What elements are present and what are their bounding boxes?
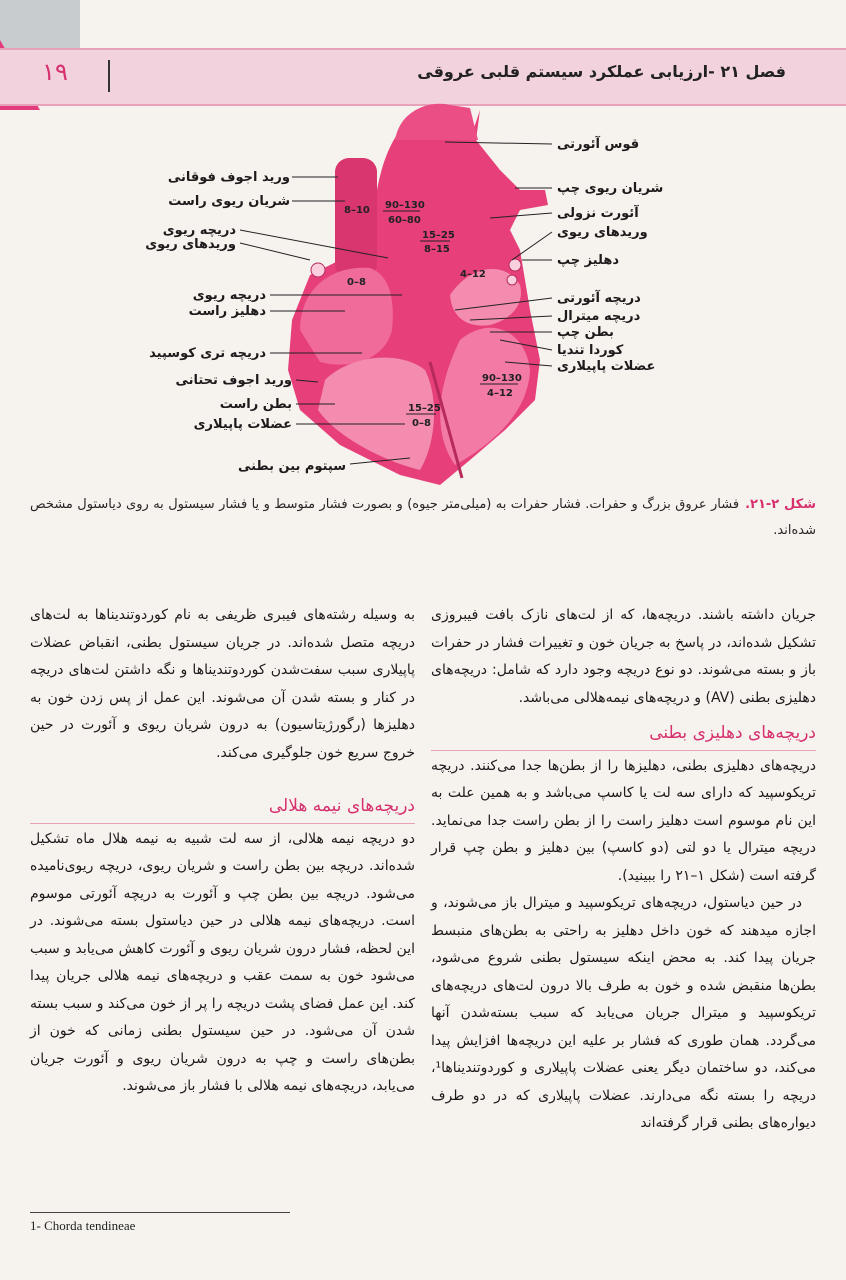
paragraph: دو دریچه نیمه هلالی، از سه لت شبیه به نیمه هلال ماه تشکیل شده‌اند. دریچه بین بطن راست و شریان ریوی، دریچه ریوی‌نامیده می‌شود. دریچه بین بطن چپ و آئورت به دریچه آئورتی موسوم است. دریچه‌های نیمه هلالی در حین دیاستول بسته می‌شوند. در این لحظه، فشار درون شریان ریوی و آئورت کاهش می‌یابد و سبب می‌شود خون به سمت عقب و دریچه‌های نیمه هلالی جریان پیدا کند. این عمل فضای پشت دریچه را پر از خون می‌کند و سبب بسته شدن آن می‌شود. در حین سیستول بطنی زمانی که خون از بطن‌های راست و چپ به درون شریان ریوی و آئورت جریان می‌یابد، دریچه‌های نیمه هلالی با فشار باز می‌شوند. [30, 830, 415, 1094]
paragraph: دریچه‌های دهلیزی بطنی، دهلیزها را از بطن‌ها جدا می‌کنند. دریچه تریکوسپید که دارای سه لت یا کاسپ می‌باشد و به همین علت به این نام موسوم است دهلیز راست را از بطن راست جدا می‌نماید. دریچه میترال یا دو لتی (دو کاسپ) بین دهلیز و بطن چپ قرار گرفته است (شکل ۱–۲۱ را ببینید). [431, 757, 816, 884]
figure-caption-text: فشار عروق بزرگ و حفرات. فشار حفرات به (میلی‌متر جیوه) و بصورت فشار متوسط و یا فشار سیستول به روی دیاستول مشخص شده‌اند. [30, 497, 816, 538]
header-divider [108, 60, 110, 92]
label-septum: سپتوم بین بطنی [237, 459, 346, 474]
section-heading-semilunar-valves: دریچه‌های نیمه هلالی [30, 793, 415, 824]
label-chordae: کوردا تندیا [557, 343, 624, 358]
pressure-rv-bottom: 0–8 [412, 418, 431, 429]
pressure-rv-top: 15–25 [408, 403, 441, 414]
heart-diagram [0, 100, 846, 490]
section-heading-av-valves: دریچه‌های دهلیزی بطنی [431, 720, 816, 751]
label-papillary-right: عضلات پاپیلاری [557, 359, 656, 374]
pressure-svc: 8–10 [344, 205, 370, 216]
paragraph: به وسیله رشته‌های فیبری ظریفی به نام کوردوتندیناها به لت‌های دریچه متصل شده‌اند. در جریان سیستول بطنی، انقباض عضلات پاپیلاری سبب سفت‌شدن کوردوتندیناها و نگه داشتن لت‌های دریچه در کنار و بسته شدن آن می‌شوند. این عمل از پس زدن خون به دهلیزها (رگورژیتاسیون) به درون شریان ریوی و آئورت در حین خروج سریع خون جلوگیری می‌کند. [30, 607, 415, 761]
label-right-ventricle: بطن راست [219, 397, 292, 412]
left-column [30, 602, 415, 1101]
label-pulmonary-veins-left: وریدهای ریوی [145, 237, 236, 252]
label-pulmonary-veins-right: وریدهای ریوی [557, 225, 648, 240]
pressure-pa-bottom: 8–15 [424, 244, 450, 255]
pressure-aorta-top: 90–130 [385, 200, 425, 211]
label-svc: ورید اجوف فوقانی [167, 170, 290, 185]
footnote-divider [30, 1212, 290, 1213]
pressure-left-atrium: 4–12 [460, 269, 486, 280]
label-aortic-valve: دریچه آئورتی [557, 291, 641, 306]
paragraph: در حین دیاستول، دریچه‌های تریکوسپید و میترال باز می‌شوند، و اجازه میدهند که خون داخل دهلیز به راحتی به بطن‌های منبسط جریان پیدا کند. به محض اینکه سیستول بطنی شروع می‌شود، بطن‌ها منقبض شده و خون به طرف بالا درون لت‌های دریچه‌های تریکوسپید و میترال جریان می‌یابد که سبب بسته‌شدن آنها می‌گردد. همان طوری که فشار بر علیه این دریچه‌ها افزایش پیدا می‌کند، دو ساختمان دیگر یعنی عضلات پاپیلاری و کوردوتندیناها¹، دریچه را بسته نگه می‌دارند. عضلات پاپیلاری که در دو طرف دیواره‌های بطنی قرار گرفته‌اند [431, 895, 816, 1131]
label-right-atrium: دهلیز راست [188, 304, 266, 319]
pressure-aorta-bottom: 60–80 [388, 215, 421, 226]
label-pulmonary-valve: دریچه ریوی [162, 223, 236, 238]
paragraph: جریان داشته باشند. دریچه‌ها، که از لت‌های نازک بافت فیبروزی تشکیل شده‌اند، در پاسخ به جریان خون و تغییرات فشار در حفرات باز و بسته می‌شوند. دو نوع دریچه وجود دارد که شامل: دریچه‌های دهلیزی بطنی (AV) و دریچه‌های نیمه‌هلالی می‌باشد. [431, 607, 816, 706]
label-right-pulmonary-artery: شریان ریوی راست [168, 194, 290, 209]
pressure-pa-top: 15–25 [422, 230, 455, 241]
label-mitral-valve: دریچه میترال [557, 309, 641, 324]
footnote: 1- Chorda tendineae [30, 1218, 136, 1233]
figure-caption [30, 492, 816, 544]
label-ivc: ورید اجوف تحتانی [175, 373, 292, 388]
right-column [431, 602, 816, 1138]
label-pulmonary-valve-2: دریچه ریوی [192, 288, 266, 303]
pressure-right-atrium: 0–8 [347, 277, 366, 288]
label-left-ventricle: بطن چپ [557, 325, 614, 340]
pressure-lv-top: 90–130 [482, 373, 522, 384]
chapter-title: فصل ۲۱ -ارزیابی عملکرد سیستم قلبی عروقی [417, 62, 786, 81]
pressure-lv-bottom: 4–12 [487, 388, 513, 399]
label-descending-aorta: آئورت نزولی [557, 206, 639, 221]
label-left-pulmonary-artery: شریان ریوی چپ [557, 181, 664, 196]
label-tricuspid: دریچه تری کوسپید [149, 346, 266, 361]
page-number: ۱۹ [42, 58, 68, 86]
label-left-atrium: دهلیز چپ [557, 253, 620, 268]
label-papillary-left: عضلات پاپیلاری [193, 417, 292, 432]
figure-label: شکل ۲-۲۱. [745, 497, 816, 512]
label-aortic-arch: قوس آئورتی [557, 137, 640, 152]
